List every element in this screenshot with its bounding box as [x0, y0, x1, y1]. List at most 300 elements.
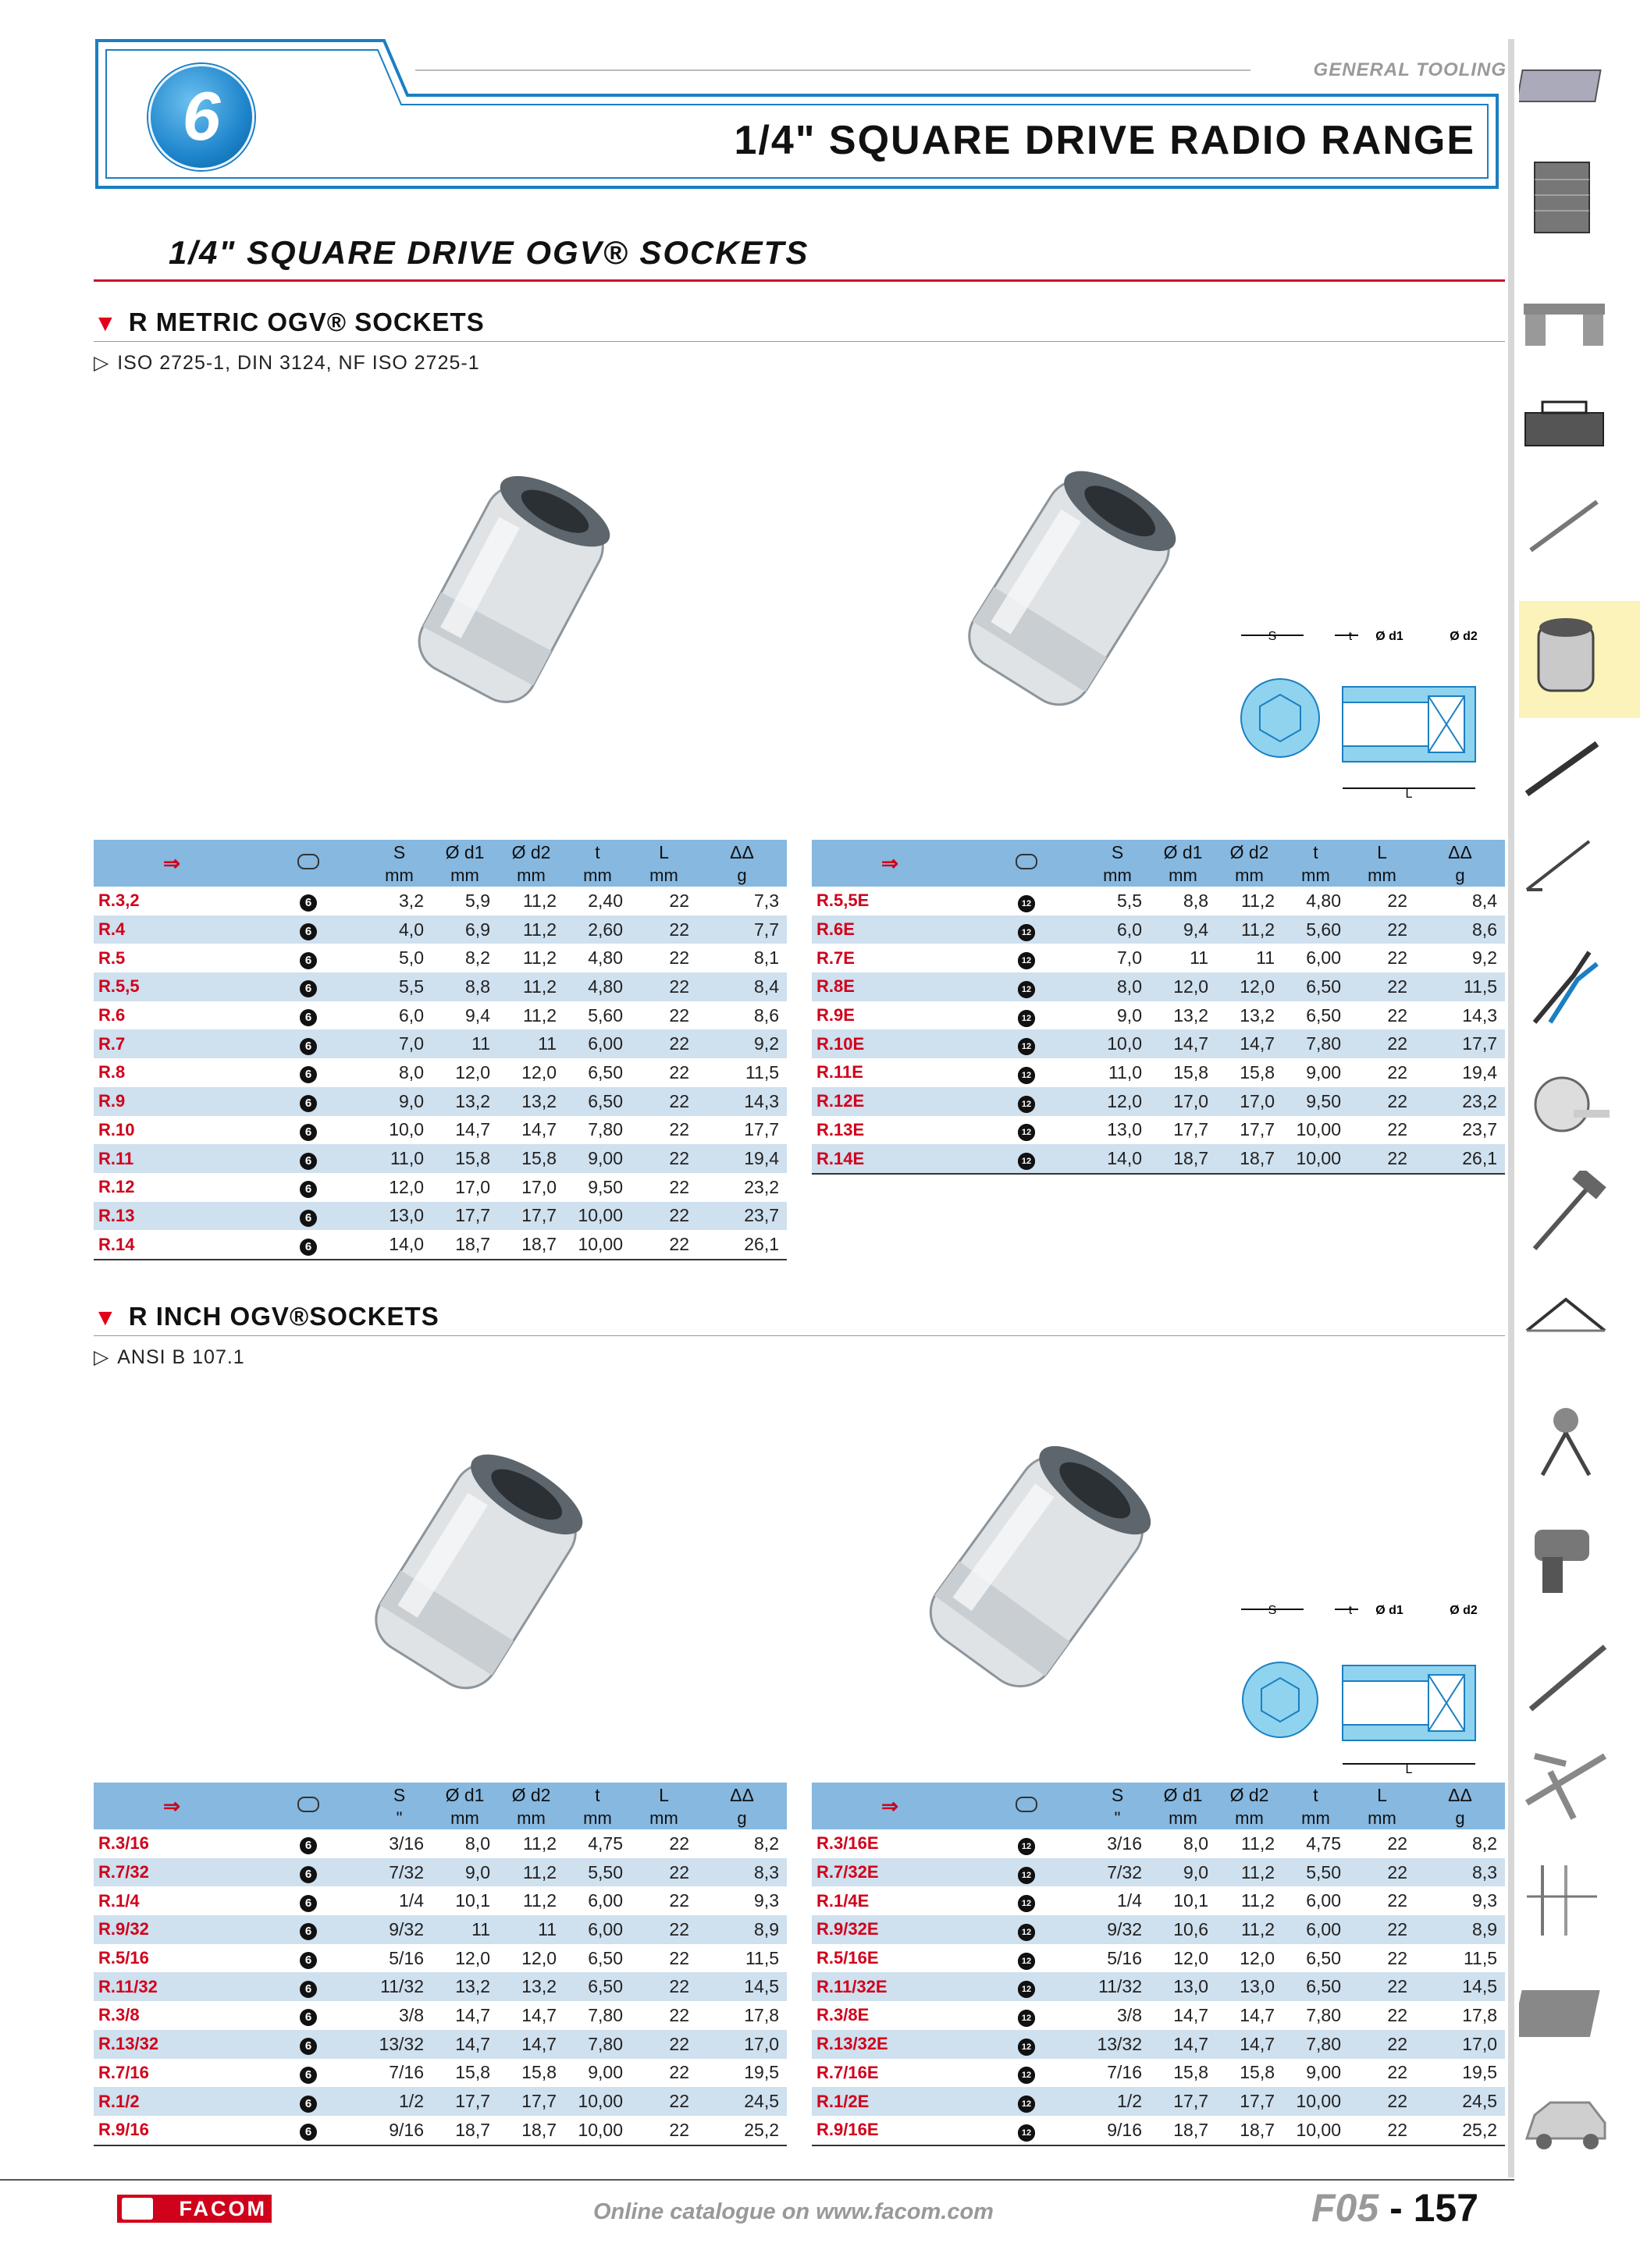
part-reference: R.3/8E: [816, 2005, 870, 2025]
table-row: [812, 2087, 1505, 2116]
profile-cell: [968, 915, 1085, 944]
table-cell: 9,50: [588, 1176, 623, 1197]
unit: mm: [1349, 1808, 1415, 1829]
table-cell: 23,2: [1415, 1087, 1505, 1116]
table-cell: 11,2: [1216, 1915, 1282, 1944]
table-row: [94, 1915, 787, 1944]
inch-standards-text: ANSI B 107.1: [117, 1346, 245, 1368]
profile-cell: [968, 2116, 1085, 2145]
svg-text:L: L: [1405, 787, 1413, 801]
table-cell: 7,80: [1282, 1029, 1349, 1058]
table-cell: 15,8: [1240, 2062, 1275, 2083]
unit: g: [1415, 1808, 1505, 1829]
unit: g: [697, 1808, 787, 1829]
part-reference: R.7E: [816, 947, 855, 968]
part-reference: R.9/32E: [812, 1915, 968, 1944]
table-cell: 26,1: [1415, 1144, 1505, 1174]
table-cell: 9/16: [1085, 2116, 1150, 2145]
table-row: [812, 1029, 1505, 1058]
table-row: [94, 1886, 787, 1915]
profile-cell: [968, 944, 1085, 972]
table-cell: 14,3: [697, 1087, 787, 1116]
unit: mm: [1282, 865, 1349, 887]
twelve-point-badge-icon: 12: [1018, 1895, 1035, 1912]
table-cell: 11,2: [522, 890, 557, 911]
table-cell: 7,0: [1117, 947, 1142, 969]
table-cell: 22: [631, 1029, 697, 1058]
profile-header-icon: [968, 840, 1085, 887]
table-cell: 13,2: [1173, 1004, 1208, 1026]
table-cell: 22: [1387, 890, 1407, 911]
col-d2: Ø d2: [1216, 840, 1282, 865]
six-point-badge-icon: 6: [300, 1153, 317, 1170]
table-cell: 8,2: [754, 1833, 779, 1854]
part-reference: R.7: [94, 1029, 250, 1058]
unit: g: [697, 865, 787, 887]
profile-cell: [250, 1001, 367, 1030]
aircraft-icon[interactable]: [1519, 1740, 1613, 1834]
svg-text:t: t: [1348, 630, 1353, 643]
col-t: t: [1282, 1783, 1349, 1808]
table-row: [812, 1058, 1505, 1087]
table-cell: 22: [631, 2116, 697, 2145]
table-cell: 22: [1349, 1087, 1415, 1116]
table-cell: 18,7: [432, 1230, 498, 1260]
part-reference: R.5/16E: [816, 1948, 879, 1968]
table-cell: 17,7: [1150, 2087, 1216, 2116]
automotive-icon[interactable]: [1519, 2076, 1613, 2162]
table-cell: 1/2: [367, 2087, 432, 2116]
col-d1: Ø d1: [1150, 1783, 1216, 1808]
tool-set-icon[interactable]: [1519, 1967, 1613, 2053]
spanner-icon[interactable]: [1519, 496, 1613, 556]
table-row: [94, 2116, 787, 2145]
profile-cell: [250, 1230, 367, 1260]
part-reference: R.9/16E: [812, 2116, 968, 2145]
table-cell: 7/32: [1085, 1858, 1150, 1887]
table-cell: 6,00: [1306, 947, 1341, 969]
unit: mm: [1150, 865, 1216, 887]
page-number-value: 157: [1413, 2186, 1479, 2230]
table-cell: 4,80: [1306, 890, 1341, 911]
profile-cell: [250, 915, 367, 944]
metric-standards-text: ISO 2725-1, DIN 3124, NF ISO 2725-1: [117, 352, 480, 374]
socket-dimension-diagram: [1233, 624, 1491, 804]
six-point-badge-icon: 6: [300, 1981, 317, 1998]
table-cell: 22: [631, 2087, 697, 2116]
table-cell: 10,00: [1282, 2116, 1349, 2145]
impact-wrench-icon[interactable]: [1519, 1514, 1613, 1600]
inch-6pt-table: [94, 1783, 787, 2146]
pliers-icon[interactable]: [1519, 944, 1613, 1030]
table-cell: 13/32: [367, 2030, 432, 2059]
table-cell: 5,5: [1117, 890, 1142, 911]
table-cell: 5/16: [389, 1947, 424, 1968]
six-point-badge-icon: 6: [300, 1009, 317, 1026]
table-cell: 22: [1349, 2116, 1415, 2145]
table-cell: 19,4: [1462, 1061, 1497, 1082]
table-cell: 6,50: [1306, 1947, 1341, 1968]
play-arrow-icon: ▷: [94, 1346, 110, 1368]
table-cell: 17,7: [1415, 1029, 1505, 1058]
table-cell: 5,50: [1282, 1858, 1349, 1887]
table-cell: 14,3: [1462, 1004, 1497, 1026]
twelve-point-badge-icon: 12: [1018, 1038, 1035, 1055]
six-point-badge-icon: 6: [300, 894, 317, 912]
table-cell: 22: [1387, 947, 1407, 969]
part-reference: R.1/4E: [816, 1890, 870, 1911]
chapter-badge: 6: [148, 64, 254, 170]
table-cell: 14,7: [521, 2004, 557, 2025]
table-cell: 9,0: [432, 1858, 498, 1887]
table-cell: 4,0: [367, 915, 432, 944]
twelve-point-badge-icon: 12: [1018, 1153, 1035, 1170]
hex-key-icon[interactable]: [1519, 835, 1613, 896]
part-reference: R.9/16: [94, 2116, 250, 2145]
table-cell: 10,00: [564, 2116, 631, 2145]
table-cell: 11,2: [1240, 1890, 1275, 1911]
table-cell: 7,7: [697, 915, 787, 944]
table-cell: 8,0: [399, 1061, 424, 1082]
table-cell: 17,8: [744, 2004, 779, 2025]
part-reference: R.3/8: [98, 2005, 140, 2025]
table-cell: 8,1: [754, 947, 779, 969]
profile-cell: [968, 1972, 1085, 2001]
table-cell: 23,7: [1462, 1119, 1497, 1140]
six-point-badge-icon: 6: [300, 2067, 317, 2084]
profile-cell: [968, 1944, 1085, 1973]
six-point-badge-icon: 6: [300, 1210, 317, 1227]
facom-mark-icon: [122, 2198, 153, 2220]
table-row: [812, 1915, 1505, 1944]
table-cell: 9,4: [1150, 915, 1216, 944]
hacksaw-icon[interactable]: [1519, 1284, 1613, 1370]
table-cell: 8,0: [1183, 1833, 1208, 1854]
twelve-point-badge-icon: 12: [1018, 1981, 1035, 1998]
unit: mm: [367, 865, 432, 887]
part-reference: R.9: [94, 1087, 250, 1116]
table-cell: 13,2: [432, 1087, 498, 1116]
table-row: [94, 1087, 787, 1116]
table-cell: 11,0: [1108, 1061, 1142, 1082]
svg-text:Ø d2: Ø d2: [1450, 1604, 1478, 1617]
twelve-point-badge-icon: 12: [1018, 2124, 1035, 2142]
table-cell: 3/8: [1117, 2004, 1142, 2025]
table-cell: 22: [631, 1972, 697, 2001]
table-row: [94, 1029, 787, 1058]
twelve-point-badge-icon: 12: [1018, 2010, 1035, 2027]
table-cell: 12,0: [1240, 1947, 1275, 1968]
col-l: L: [1349, 1783, 1415, 1808]
profile-cell: [250, 1116, 367, 1145]
table-row: [94, 1230, 787, 1260]
col-d2: Ø d2: [498, 840, 564, 865]
tool-cabinet-icon[interactable]: [1519, 156, 1613, 242]
table-cell: 11/32: [1085, 1972, 1150, 2001]
table-cell: 14,0: [367, 1230, 432, 1260]
table-cell: 9,3: [754, 1890, 779, 1911]
six-point-badge-icon: 6: [300, 952, 317, 969]
unit: mm: [432, 1808, 498, 1829]
part-reference: R.3,2: [98, 890, 140, 911]
table-cell: 11,5: [745, 1061, 779, 1082]
table-cell: 22: [1387, 2062, 1407, 2083]
table-row: [812, 915, 1505, 944]
table-cell: 22: [669, 890, 689, 911]
table-cell: 9,00: [1306, 2062, 1341, 2083]
table-cell: 9,00: [564, 1144, 631, 1173]
table-cell: 6,00: [588, 1890, 623, 1911]
profile-cell: [968, 1116, 1085, 1145]
table-cell: 3,2: [399, 890, 424, 911]
table-cell: 18,7: [1150, 2116, 1216, 2145]
profile-cell: [968, 1001, 1085, 1030]
twelve-point-badge-icon: 12: [1018, 1010, 1035, 1027]
table-cell: 22: [669, 1004, 689, 1026]
workbench-icon[interactable]: [1519, 293, 1613, 354]
table-cell: 10,00: [1296, 1119, 1341, 1140]
table-cell: 8,8: [432, 972, 498, 1001]
table-cell: 5,60: [1282, 915, 1349, 944]
table-row: [94, 1144, 787, 1173]
table-cell: 9,50: [1282, 1087, 1349, 1116]
ref-header-icon: ⇒: [94, 1783, 250, 1829]
unit: mm: [631, 1808, 697, 1829]
part-reference: R.13/32E: [812, 2030, 968, 2059]
table-cell: 4,75: [588, 1833, 623, 1854]
table-cell: 14,5: [1415, 1972, 1505, 2001]
ref-header-icon: ⇒: [812, 1783, 968, 1829]
profile-cell: [968, 1829, 1085, 1858]
table-cell: 10,00: [1282, 1144, 1349, 1174]
profile-cell: [968, 1087, 1085, 1116]
facom-logo-text: FACOM: [179, 2197, 267, 2220]
profile-cell: [250, 1858, 367, 1887]
socket-product-image-12pt: [874, 1436, 1186, 1717]
table-cell: 24,5: [1415, 2087, 1505, 2116]
table-cell: 6,50: [1306, 1004, 1341, 1026]
part-reference: R.14E: [812, 1144, 968, 1174]
profile-cell: [250, 1087, 367, 1116]
table-cell: 10,6: [1150, 1915, 1216, 1944]
table-cell: 11,2: [498, 972, 564, 1001]
six-point-badge-icon: 6: [300, 2038, 317, 2055]
col-l: L: [631, 840, 697, 865]
col-d2: Ø d2: [498, 1783, 564, 1808]
triangle-marker-icon: ▼: [94, 311, 118, 336]
unit: ": [367, 1808, 432, 1829]
page-code: F05: [1311, 2186, 1379, 2230]
unit: mm: [631, 865, 697, 887]
table-cell: 11: [432, 1915, 498, 1944]
profile-cell: [968, 1915, 1085, 1944]
table-cell: 6,00: [564, 1029, 631, 1058]
unit: mm: [498, 865, 564, 887]
screwdriver-icon[interactable]: [1519, 738, 1613, 798]
profile-cell: [250, 2116, 367, 2145]
table-cell: 6,00: [1282, 1915, 1349, 1944]
profile-cell: [968, 1058, 1085, 1087]
table-cell: 22: [1349, 2030, 1415, 2059]
table-cell: 14,7: [455, 2004, 490, 2025]
profile-cell: [968, 1858, 1085, 1887]
six-point-badge-icon: 6: [300, 923, 317, 940]
profile-cell: [250, 887, 367, 915]
table-cell: 23,7: [697, 1202, 787, 1231]
table-cell: 6,0: [399, 1004, 424, 1026]
table-cell: 14,7: [455, 1119, 490, 1140]
table-row: [812, 1972, 1505, 2001]
table-cell: 22: [669, 1176, 689, 1197]
table-cell: 10,00: [564, 1230, 631, 1260]
six-point-badge-icon: 6: [300, 1095, 317, 1112]
profile-cell: [968, 2030, 1085, 2059]
part-reference: R.13E: [816, 1119, 865, 1139]
table-cell: 15,8: [521, 2062, 557, 2083]
table-cell: 11,2: [1240, 890, 1275, 911]
profile-cell: [250, 2001, 367, 2030]
table-cell: 13,0: [1216, 1972, 1282, 2001]
table-cell: 8,0: [465, 1833, 490, 1854]
table-cell: 11,5: [1463, 1947, 1497, 1968]
six-point-badge-icon: 6: [300, 2009, 317, 2026]
table-cell: 13,2: [1240, 1004, 1275, 1026]
table-cell: 22: [1349, 1858, 1415, 1887]
table-row: [94, 1173, 787, 1202]
table-cell: 14,7: [1173, 2004, 1208, 2025]
table-cell: 9,4: [465, 1004, 490, 1026]
table-cell: 5/16: [1107, 1947, 1142, 1968]
table-cell: 7,80: [564, 2030, 631, 2059]
table-cell: 2,40: [588, 890, 623, 911]
table-row: [812, 1944, 1505, 1973]
part-reference: R.11/32: [94, 1972, 250, 2001]
table-cell: 8,0: [1085, 972, 1150, 1001]
inch-heading-rule: [94, 1335, 1505, 1336]
table-cell: 12,0: [455, 1061, 490, 1082]
page-title: 1/4" SQUARE DRIVE RADIO RANGE: [734, 118, 1475, 163]
svg-text:L: L: [1405, 1763, 1413, 1776]
part-reference: R.7/32: [94, 1858, 250, 1887]
metric-6pt-table: [94, 840, 787, 1260]
table-cell: 25,2: [1415, 2116, 1505, 2145]
table-cell: 17,0: [1415, 2030, 1505, 2059]
profile-cell: [250, 2030, 367, 2059]
inch-heading-text: R INCH OGV®SOCKETS: [128, 1302, 439, 1331]
hammer-icon[interactable]: [1519, 1171, 1613, 1257]
part-reference: R.1/2E: [812, 2087, 968, 2116]
section-label: GENERAL TOOLING: [1313, 59, 1507, 80]
table-cell: 11,2: [522, 1004, 557, 1026]
table-cell: 11,5: [745, 1947, 779, 1968]
toolbox-icon[interactable]: [1519, 394, 1613, 455]
tape-measure-icon[interactable]: [1519, 1069, 1613, 1139]
svg-text:S: S: [1268, 630, 1277, 643]
sub-title-rule: [94, 279, 1505, 282]
table-cell: 7,80: [1306, 2004, 1341, 2025]
unit: mm: [498, 1808, 564, 1829]
col-s: S: [367, 1783, 432, 1808]
table-cell: 22: [631, 2030, 697, 2059]
part-reference: R.3/16E: [816, 1833, 879, 1854]
table-cell: 13,0: [1150, 1972, 1216, 2001]
table-cell: 14,7: [1150, 2030, 1216, 2059]
col-weight: ΔΔ: [1415, 1783, 1505, 1808]
part-reference: R.13/32: [94, 2030, 250, 2059]
col-s: S: [1085, 1783, 1150, 1808]
socket-icon[interactable]: [1519, 609, 1613, 702]
table-cell: 12,0: [1085, 1087, 1150, 1116]
table-cell: 11: [498, 1915, 564, 1944]
table-cell: 13,2: [498, 1972, 564, 2001]
svg-text:Ø d2: Ø d2: [1450, 630, 1478, 643]
unit: mm: [1150, 1808, 1216, 1829]
table-cell: 22: [1349, 1029, 1415, 1058]
ref-header-icon: ⇒: [812, 840, 968, 887]
table-cell: 11/32: [367, 1972, 432, 2001]
table-cell: 14,7: [1216, 2030, 1282, 2059]
metric-standards: [94, 351, 480, 375]
table-cell: 6,9: [432, 915, 498, 944]
table-cell: 8,9: [697, 1915, 787, 1944]
twelve-point-badge-icon: 12: [1018, 1096, 1035, 1113]
table-row: [94, 1058, 787, 1087]
table-cell: 18,7: [1216, 1144, 1282, 1174]
six-point-badge-icon: 6: [300, 980, 317, 997]
part-reference: R.9E: [816, 1005, 855, 1026]
torque-wrench-icon[interactable]: [1519, 1631, 1613, 1717]
table-cell: 24,5: [697, 2087, 787, 2116]
table-cell: 17,7: [432, 2087, 498, 2116]
socket-product-image-12pt: [913, 460, 1210, 734]
puller-icon[interactable]: [1519, 1397, 1613, 1483]
col-d2: Ø d2: [1216, 1783, 1282, 1808]
col-weight: ΔΔ: [697, 1783, 787, 1808]
table-cell: 9,0: [1150, 1858, 1216, 1887]
unit: mm: [1085, 865, 1150, 887]
table-cell: 4,75: [1306, 1833, 1341, 1854]
unit: mm: [1282, 1808, 1349, 1829]
col-weight: ΔΔ: [1415, 840, 1505, 865]
table-cell: 12,0: [521, 1061, 557, 1082]
twelve-point-badge-icon: 12: [1018, 981, 1035, 998]
table-cell: 18,7: [498, 1230, 564, 1260]
table-cell: 6,0: [1085, 915, 1150, 944]
table-row: [812, 2116, 1505, 2145]
table-row: [94, 1116, 787, 1145]
table-cell: 5,50: [564, 1858, 631, 1887]
electrical-tools-icon[interactable]: [1519, 1857, 1613, 1943]
part-reference: R.11E: [816, 1062, 863, 1082]
table-cell: 10,00: [564, 1202, 631, 1231]
table-cell: 8,6: [1415, 915, 1505, 944]
table-row: [812, 1116, 1505, 1145]
tool-tray-icon[interactable]: [1519, 55, 1613, 116]
table-cell: 18,7: [1216, 2116, 1282, 2145]
footer-catalogue-link[interactable]: Online catalogue on www.facom.com: [593, 2199, 994, 2224]
svg-text:Ø d1: Ø d1: [1375, 1604, 1403, 1617]
metric-heading-rule: [94, 341, 1505, 342]
profile-cell: [250, 1915, 367, 1944]
table-cell: 22: [1387, 1061, 1407, 1082]
table-cell: 22: [1387, 1004, 1407, 1026]
profile-cell: [250, 1058, 367, 1087]
profile-cell: [250, 2059, 367, 2088]
table-cell: 14,7: [498, 2030, 564, 2059]
profile-cell: [250, 2087, 367, 2116]
table-cell: 22: [669, 947, 689, 969]
table-cell: 22: [1387, 1947, 1407, 1968]
